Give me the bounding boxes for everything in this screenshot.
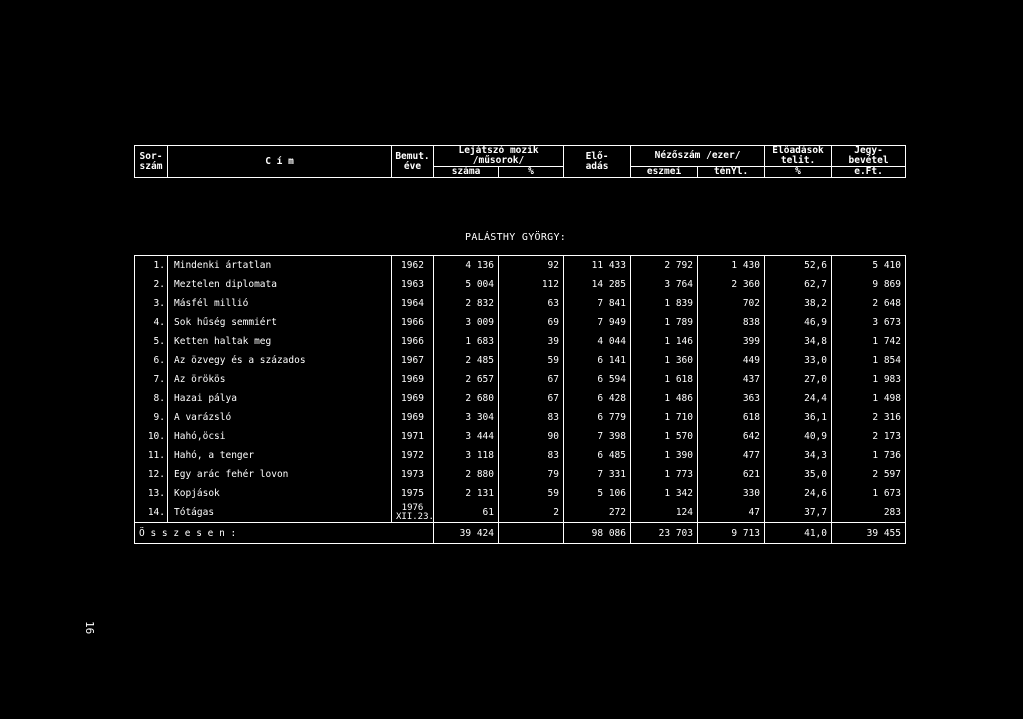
col-eft: e.Ft.: [832, 167, 906, 178]
row-year: 1971: [392, 427, 434, 446]
row-eszmei: 1 486: [631, 389, 698, 408]
total-telit: 41,0: [765, 523, 832, 544]
table-row: [135, 503, 906, 523]
col-eloadasok-telit: Előadások telit.: [765, 146, 832, 167]
row-pct: 39: [499, 332, 564, 351]
row-tenyl: 449: [698, 351, 765, 370]
col-nezoszam: Nézőszám /ezer/: [631, 146, 765, 167]
data-table: [134, 255, 906, 544]
row-telit: 33,0: [765, 351, 832, 370]
row-eloadas: 7 949: [564, 313, 631, 332]
row-number: 12.: [135, 465, 168, 484]
total-pct: [499, 523, 564, 544]
row-eszmei: 1 360: [631, 351, 698, 370]
row-pct: 63: [499, 294, 564, 313]
row-eloadas: 7 841: [564, 294, 631, 313]
row-eszmei: 1 390: [631, 446, 698, 465]
row-pct: 67: [499, 389, 564, 408]
row-telit: 52,6: [765, 256, 832, 276]
row-telit: 24,4: [765, 389, 832, 408]
row-eszmei: 1 773: [631, 465, 698, 484]
row-title: Hahó,öcsi: [168, 427, 392, 446]
row-pct: 59: [499, 351, 564, 370]
row-eloadas: 6 485: [564, 446, 631, 465]
row-title: A varázsló: [168, 408, 392, 427]
row-eloadas: 7 331: [564, 465, 631, 484]
table-row: [135, 370, 906, 389]
row-title: Meztelen diplomata: [168, 275, 392, 294]
row-title: Hazai pálya: [168, 389, 392, 408]
row-tenyl: 399: [698, 332, 765, 351]
total-bevetel: 39 455: [832, 523, 906, 544]
col-lejatszo: Lejátszó mozik /műsorok/: [434, 146, 564, 167]
row-telit: 27,0: [765, 370, 832, 389]
row-number: 2.: [135, 275, 168, 294]
row-eszmei: 1 839: [631, 294, 698, 313]
table-row: [135, 294, 906, 313]
row-szama: 2 131: [434, 484, 499, 503]
table-row: [135, 256, 906, 276]
row-title: Az örökös: [168, 370, 392, 389]
row-szama: 2 657: [434, 370, 499, 389]
row-bevetel: 1 854: [832, 351, 906, 370]
row-tenyl: 477: [698, 446, 765, 465]
row-tenyl: 330: [698, 484, 765, 503]
table-row: [135, 408, 906, 427]
table-row: [135, 427, 906, 446]
row-eloadas: 6 594: [564, 370, 631, 389]
row-number: 14.: [135, 503, 168, 523]
row-number: 11.: [135, 446, 168, 465]
row-year: 1967: [392, 351, 434, 370]
row-szama: 2 485: [434, 351, 499, 370]
row-title: Egy arác fehér lovon: [168, 465, 392, 484]
row-title: Tótágas: [168, 503, 392, 523]
row-eszmei: 124: [631, 503, 698, 523]
row-pct: 67: [499, 370, 564, 389]
row-title: Hahó, a tenger: [168, 446, 392, 465]
row-bevetel: 1 742: [832, 332, 906, 351]
col-pct2: %: [765, 167, 832, 178]
row-year: 1962: [392, 256, 434, 276]
row-number: 8.: [135, 389, 168, 408]
row-year: 1969: [392, 389, 434, 408]
col-eszmei: eszmei: [631, 167, 698, 178]
row-eszmei: 1 342: [631, 484, 698, 503]
row-bevetel: 283: [832, 503, 906, 523]
row-tenyl: 642: [698, 427, 765, 446]
row-year: 1963: [392, 275, 434, 294]
row-tenyl: 838: [698, 313, 765, 332]
row-bevetel: 1 983: [832, 370, 906, 389]
table-row: [135, 389, 906, 408]
row-year: 1966: [392, 313, 434, 332]
row-title: Az özvegy és a százados: [168, 351, 392, 370]
page-number: 16: [83, 621, 96, 635]
row-bevetel: 2 597: [832, 465, 906, 484]
table-row: [135, 351, 906, 370]
row-eloadas: 6 779: [564, 408, 631, 427]
row-tenyl: 363: [698, 389, 765, 408]
row-tenyl: 2 360: [698, 275, 765, 294]
table-row: [135, 275, 906, 294]
row-title: Sok hűség semmiért: [168, 313, 392, 332]
row-telit: 36,1: [765, 408, 832, 427]
row-telit: 35,0: [765, 465, 832, 484]
row-telit: 34,3: [765, 446, 832, 465]
row-eszmei: 1 710: [631, 408, 698, 427]
section-title: PALÁSTHY GYÖRGY:: [465, 232, 567, 243]
row-year: 1969: [392, 408, 434, 427]
row-szama: 3 118: [434, 446, 499, 465]
row-telit: 38,2: [765, 294, 832, 313]
row-year: 1973: [392, 465, 434, 484]
col-bemut: Bemut. éve: [392, 146, 434, 178]
row-bevetel: 1 736: [832, 446, 906, 465]
row-szama: 61: [434, 503, 499, 523]
row-year: 1975: [392, 484, 434, 503]
row-bevetel: 5 410: [832, 256, 906, 276]
row-eszmei: 2 792: [631, 256, 698, 276]
row-pct: 90: [499, 427, 564, 446]
row-eloadas: 6 428: [564, 389, 631, 408]
row-bevetel: 2 648: [832, 294, 906, 313]
row-pct: 79: [499, 465, 564, 484]
row-telit: 24,6: [765, 484, 832, 503]
row-eloadas: 272: [564, 503, 631, 523]
row-year: 1964: [392, 294, 434, 313]
row-eszmei: 1 570: [631, 427, 698, 446]
row-szama: 1 683: [434, 332, 499, 351]
row-year: 1976 XII.23.: [392, 503, 434, 523]
row-tenyl: 702: [698, 294, 765, 313]
row-pct: 59: [499, 484, 564, 503]
row-szama: 3 009: [434, 313, 499, 332]
row-number: 1.: [135, 256, 168, 276]
row-number: 9.: [135, 408, 168, 427]
row-szama: 5 004: [434, 275, 499, 294]
row-eloadas: 11 433: [564, 256, 631, 276]
col-jegy-bevetel: Jegy- bevétel: [832, 146, 906, 167]
col-sorszam: Sor- szám: [135, 146, 168, 178]
total-row: [135, 523, 906, 544]
row-eloadas: 14 285: [564, 275, 631, 294]
row-number: 6.: [135, 351, 168, 370]
row-pct: 112: [499, 275, 564, 294]
row-bevetel: 2 173: [832, 427, 906, 446]
row-szama: 4 136: [434, 256, 499, 276]
row-number: 13.: [135, 484, 168, 503]
row-bevetel: 1 498: [832, 389, 906, 408]
row-year: 1969: [392, 370, 434, 389]
col-eloadas: Elő- adás: [564, 146, 631, 178]
row-eszmei: 1 789: [631, 313, 698, 332]
table-row: [135, 484, 906, 503]
row-year: 1966: [392, 332, 434, 351]
row-number: 3.: [135, 294, 168, 313]
row-eloadas: 6 141: [564, 351, 631, 370]
row-tenyl: 437: [698, 370, 765, 389]
row-telit: 34,8: [765, 332, 832, 351]
table-row: [135, 465, 906, 484]
row-title: Másfél millió: [168, 294, 392, 313]
row-tenyl: 47: [698, 503, 765, 523]
row-eloadas: 5 106: [564, 484, 631, 503]
row-title: Ketten haltak meg: [168, 332, 392, 351]
total-label: Ö s s z e s e n :: [135, 523, 434, 544]
row-title: Kopjások: [168, 484, 392, 503]
row-number: 4.: [135, 313, 168, 332]
row-title: Mindenki ártatlan: [168, 256, 392, 276]
total-eloadas: 98 086: [564, 523, 631, 544]
row-bevetel: 9 869: [832, 275, 906, 294]
row-pct: 2: [499, 503, 564, 523]
row-number: 10.: [135, 427, 168, 446]
row-eszmei: 1 618: [631, 370, 698, 389]
table-row: [135, 313, 906, 332]
row-eloadas: 4 044: [564, 332, 631, 351]
row-tenyl: 621: [698, 465, 765, 484]
table-row: [135, 332, 906, 351]
col-cim: C í m: [168, 146, 392, 178]
row-telit: 37,7: [765, 503, 832, 523]
row-szama: 2 680: [434, 389, 499, 408]
col-tenyl: ténYl.: [698, 167, 765, 178]
row-eszmei: 3 764: [631, 275, 698, 294]
table-header: [134, 145, 906, 178]
row-bevetel: 2 316: [832, 408, 906, 427]
row-number: 7.: [135, 370, 168, 389]
row-szama: 3 304: [434, 408, 499, 427]
row-bevetel: 1 673: [832, 484, 906, 503]
total-tenyl: 9 713: [698, 523, 765, 544]
row-szama: 2 832: [434, 294, 499, 313]
row-bevetel: 3 673: [832, 313, 906, 332]
row-pct: 83: [499, 408, 564, 427]
col-szama: száma: [434, 167, 499, 178]
row-telit: 40,9: [765, 427, 832, 446]
row-szama: 3 444: [434, 427, 499, 446]
row-eloadas: 7 398: [564, 427, 631, 446]
total-eszmei: 23 703: [631, 523, 698, 544]
row-tenyl: 618: [698, 408, 765, 427]
row-pct: 69: [499, 313, 564, 332]
row-szama: 2 880: [434, 465, 499, 484]
row-pct: 83: [499, 446, 564, 465]
row-eszmei: 1 146: [631, 332, 698, 351]
col-pct1: %: [499, 167, 564, 178]
total-szama: 39 424: [434, 523, 499, 544]
row-pct: 92: [499, 256, 564, 276]
row-number: 5.: [135, 332, 168, 351]
table-row: [135, 446, 906, 465]
row-year: 1972: [392, 446, 434, 465]
row-telit: 62,7: [765, 275, 832, 294]
row-tenyl: 1 430: [698, 256, 765, 276]
row-telit: 46,9: [765, 313, 832, 332]
